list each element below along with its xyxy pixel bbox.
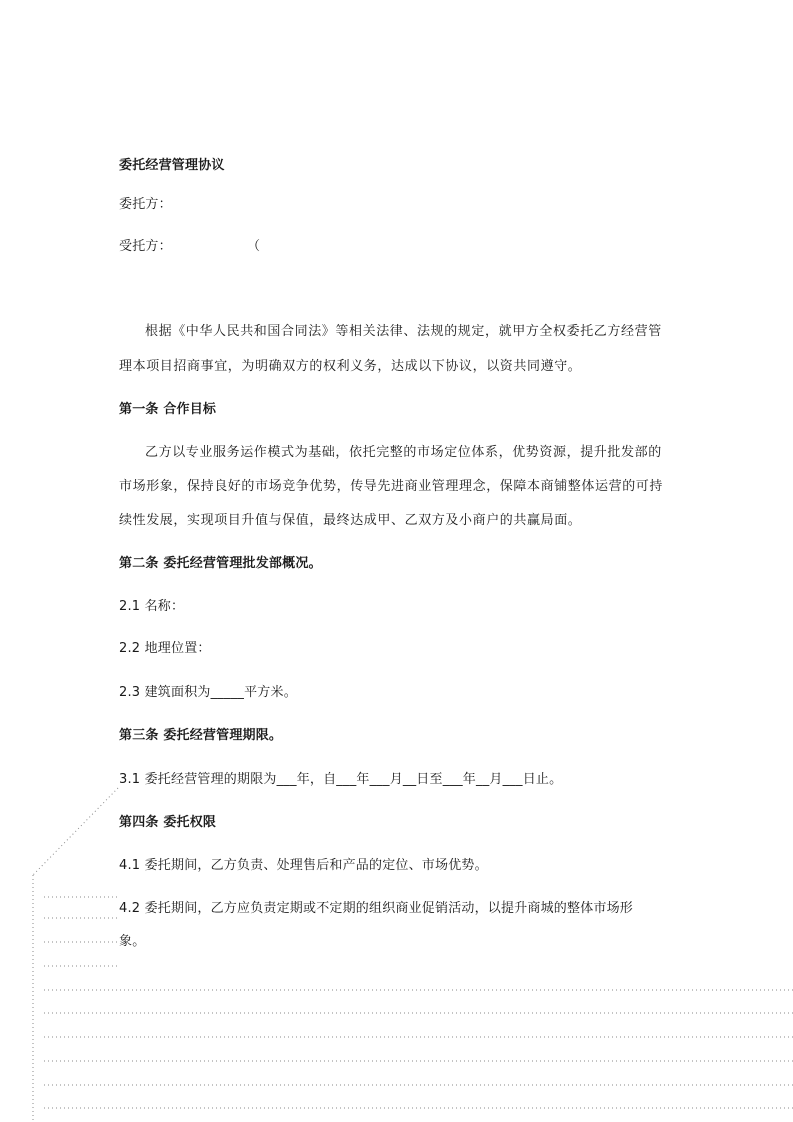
article-1-line-2: 市场形象，保持良好的市场竞争优势，传导先进商业管理理念，保障本商铺整体运营的可持 [119,479,664,494]
article-1-line-1: 乙方以专业服务运作模式为基础，依托完整的市场定位体系，优势资源，提升批发部的 [145,445,662,460]
item-2-3: 2.3 建筑面积为_____平方米。 [119,685,297,700]
party-a-label: 委托方： [119,197,172,212]
party-b-label: 受托方： [119,239,172,254]
item-2-1: 2.1 名称： [119,599,185,614]
article-4-heading: 第四条 委托权限 [119,815,217,830]
article-3-heading: 第三条 委托经营管理期限。 [119,728,283,743]
item-4-2-line-2: 象。 [119,934,146,949]
article-1-line-3: 续性发展，实现项目升值与保值，最终达成甲、乙双方及小商户的共赢局面。 [119,513,582,528]
article-1-heading: 第一条 合作目标 [119,402,217,417]
article-2-heading: 第二条 委托经营管理批发部概况。 [119,556,322,571]
item-2-2: 2.2 地理位置： [119,641,211,656]
document-title: 委托经营管理协议 [119,158,225,173]
item-3-1: 3.1 委托经营管理的期限为___年，自___年___月__日至___年__月___日止。 [119,772,563,787]
item-4-2-line-1: 4.2 委托期间，乙方应负责定期或不定期的组织商业促销活动，以提升商城的整体市场形 [119,901,634,916]
intro-line-2: 理本项目招商事宜，为明确双方的权利义务，达成以下协议，以资共同遵守。 [119,359,582,374]
party-b-paren: （ [247,239,261,254]
item-4-1: 4.1 委托期间，乙方负责、处理售后和产品的定位、市场优势。 [119,858,488,873]
intro-line-1: 根据《中华人民共和国合同法》等相关法律、法规的规定，就甲方全权委托乙方经营管 [145,324,662,339]
